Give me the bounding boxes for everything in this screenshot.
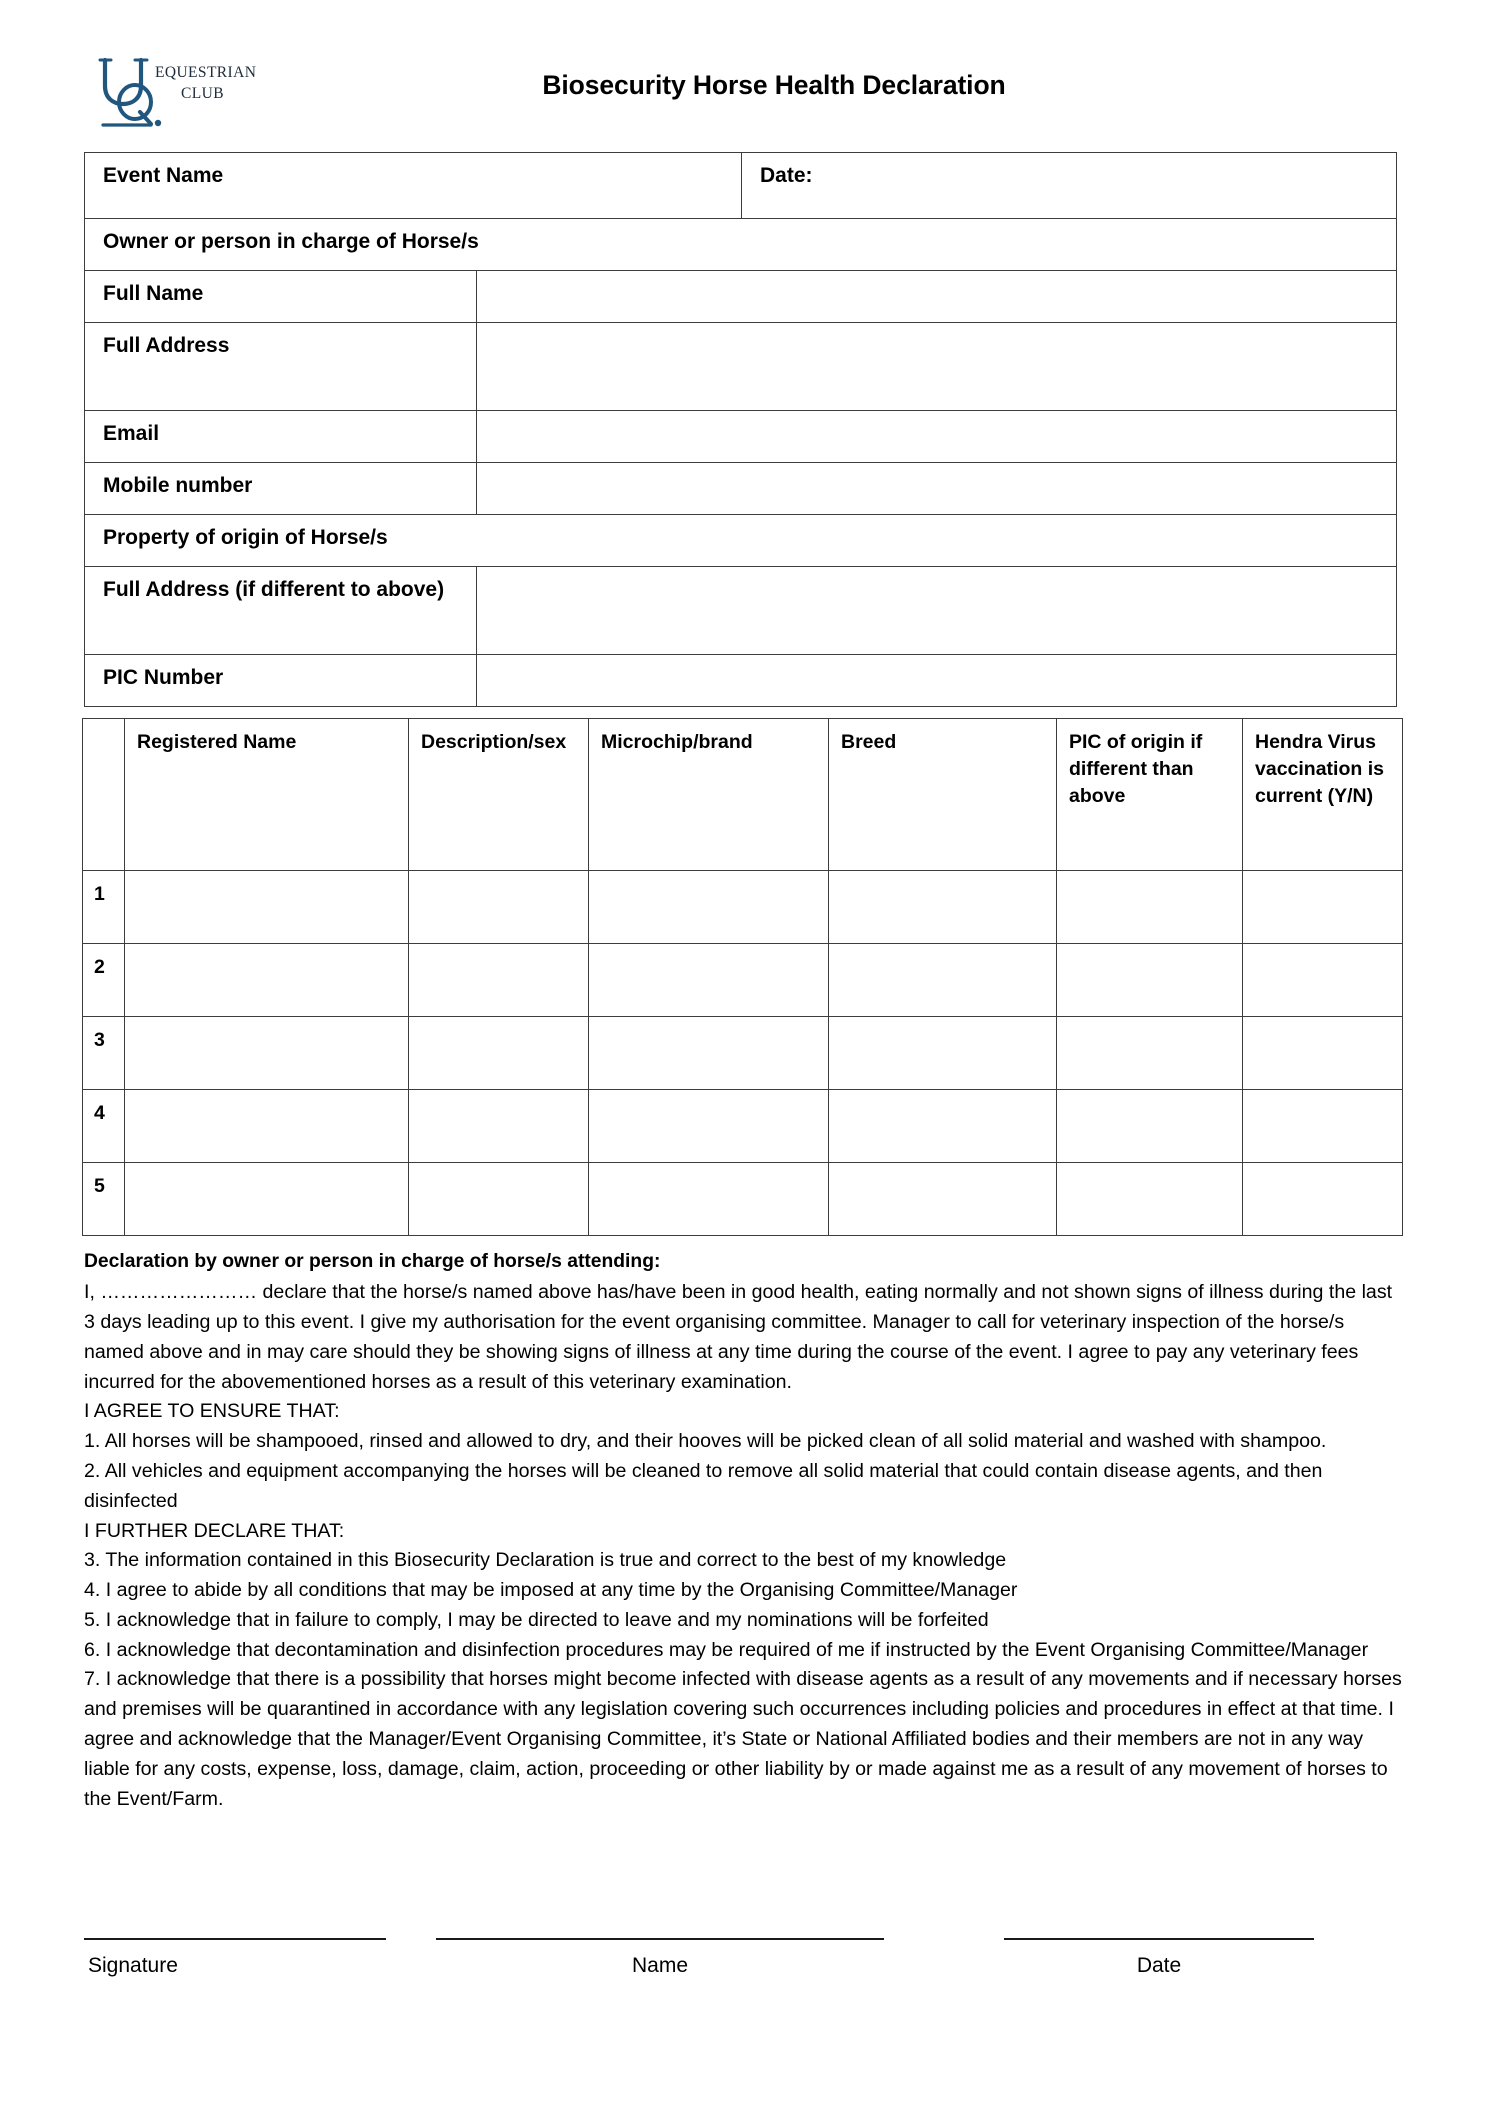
full-address-label: Full Address (85, 323, 477, 411)
table-row-mobile (85, 463, 1397, 515)
cell-registered-name[interactable] (125, 1017, 409, 1090)
cell-pic-of-origin[interactable] (1057, 871, 1243, 944)
cell-microchip-brand[interactable] (589, 944, 829, 1017)
declaration-further-item-6: 6. I acknowledge that decontamination and disinfection procedures may be required of me if instructed by the Event Organising Committee/Manager (84, 1638, 1369, 1661)
event-name-date-cell (477, 153, 1397, 219)
logo-text-equestrian: EQUESTRIAN (155, 64, 257, 81)
logo-text-club: CLUB (181, 85, 224, 102)
column-header-description-sex: Description/sex (409, 719, 589, 871)
declaration-further-item-5: 5. I acknowledge that in failure to comply, I may be directed to leave and my nominations will be forfeited (84, 1608, 989, 1631)
table-row-event (85, 153, 1397, 219)
full-name-input[interactable] (477, 271, 1397, 323)
declaration-agree-heading: I AGREE TO ENSURE THAT: (84, 1400, 340, 1423)
name-label: Name (631, 1954, 689, 1977)
declaration-section (84, 1247, 1402, 1814)
pic-number-input[interactable] (477, 655, 1397, 707)
date-field-group (1004, 1938, 1314, 1978)
table-row-property-section (85, 515, 1397, 567)
pic-number-label: PIC Number (85, 655, 477, 707)
cell-pic-of-origin[interactable] (1057, 1163, 1243, 1236)
date-label: Date: (760, 164, 813, 187)
date-label: Date (1136, 1954, 1182, 1977)
name-field-group (436, 1938, 884, 1978)
table-row-property-address (85, 567, 1397, 655)
cell-hendra[interactable] (1243, 1090, 1403, 1163)
table-row-full-name (85, 271, 1397, 323)
column-header-hendra-vaccination: Hendra Virus vaccination is current (Y/N) (1243, 719, 1403, 871)
property-section-header: Property of origin of Horse/s (85, 515, 1397, 567)
cell-breed[interactable] (829, 871, 1057, 944)
declaration-intro-paragraph: I, …………………… declare that the horse/s named above has/have been in good health, eating normally and not shown signs of illness during the last 3 days leading up to this event. I give my authorisation for the event organising committee. Manager to call for veterinary inspection of the horse/s named above and in may care should they be showing signs of illness at any time during the course of the event. I agree to pay any veterinary fees incurred for the abovementioned horses as a result of this veterinary examination. (84, 1281, 1393, 1393)
row-index: 2 (83, 944, 125, 1017)
declaration-agree-item-1: 1. All horses will be shampooed, rinsed and allowed to dry, and their hooves will be picked clean of all solid material and washed with shampoo. (84, 1430, 1327, 1453)
cell-description-sex[interactable] (409, 871, 589, 944)
email-label: Email (85, 411, 477, 463)
mobile-number-label: Mobile number (85, 463, 477, 515)
mobile-number-input[interactable] (477, 463, 1397, 515)
table-row-owner-section (85, 219, 1397, 271)
cell-breed[interactable] (829, 944, 1057, 1017)
property-address-input[interactable] (477, 567, 1397, 655)
cell-microchip-brand[interactable] (589, 871, 829, 944)
declaration-agree-item-2: 2. All vehicles and equipment accompanying the horses will be cleaned to remove all solid material that could contain disease agents, and then disinfected (84, 1460, 1323, 1512)
cell-hendra[interactable] (1243, 871, 1403, 944)
cell-hendra[interactable] (1243, 944, 1403, 1017)
signature-field-group (84, 1938, 386, 1978)
declaration-further-item-4: 4. I agree to abide by all conditions that may be imposed at any time by the Organising Committee/Manager (84, 1579, 1018, 1602)
cell-microchip-brand[interactable] (589, 1090, 829, 1163)
cell-pic-of-origin[interactable] (1057, 944, 1243, 1017)
table-row-full-address (85, 323, 1397, 411)
horse-details-table (82, 718, 1403, 1236)
table-row (83, 871, 1403, 944)
full-address-input[interactable] (477, 323, 1397, 411)
column-header-pic-of-origin: PIC of origin if different than above (1057, 719, 1243, 871)
cell-microchip-brand[interactable] (589, 1017, 829, 1090)
cell-hendra[interactable] (1243, 1163, 1403, 1236)
row-index: 3 (83, 1017, 125, 1090)
declaration-further-item-7: 7. I acknowledge that there is a possibility that horses might become infected with disease agents as a result of any movements and if necessary horses and premises will be quarantined in accordance with any legislation covering such occurrences including policies and procedures in effect at that time. I agree and acknowledge that the Manager/Event Organising Committee, it’s State or National Affiliated bodies and their members are not in any way liable for any costs, expense, loss, damage, claim, action, proceeding or other liability by or made against me as a result of any movement of horses to the Event/Farm. (84, 1668, 1402, 1810)
cell-microchip-brand[interactable] (589, 1163, 829, 1236)
horse-table-header-row (83, 719, 1403, 871)
column-header-index (83, 719, 125, 871)
page-title: Biosecurity Horse Health Declaration (542, 70, 1006, 100)
full-name-label: Full Name (85, 271, 477, 323)
table-row-pic-number (85, 655, 1397, 707)
declaration-heading: Declaration by owner or person in charge of horse/s attending: (84, 1251, 661, 1272)
cell-description-sex[interactable] (409, 1017, 589, 1090)
table-row (83, 944, 1403, 1017)
row-index: 4 (83, 1090, 125, 1163)
cell-description-sex[interactable] (409, 944, 589, 1017)
table-row (83, 1090, 1403, 1163)
date-rule[interactable] (1004, 1938, 1314, 1940)
column-header-microchip-brand: Microchip/brand (589, 719, 829, 871)
property-address-label: Full Address (if different to above) (85, 567, 477, 655)
column-header-registered-name: Registered Name (125, 719, 409, 871)
cell-pic-of-origin[interactable] (1057, 1090, 1243, 1163)
column-header-breed: Breed (829, 719, 1057, 871)
cell-registered-name[interactable] (125, 1163, 409, 1236)
table-row-email (85, 411, 1397, 463)
document-header (0, 40, 1500, 152)
row-index: 5 (83, 1163, 125, 1236)
row-index: 1 (83, 871, 125, 944)
declaration-further-heading: I FURTHER DECLARE THAT: (84, 1519, 345, 1542)
signature-block (84, 1938, 1414, 2048)
cell-breed[interactable] (829, 1163, 1057, 1236)
cell-hendra[interactable] (1243, 1017, 1403, 1090)
signature-label: Signature (88, 1954, 178, 1977)
cell-breed[interactable] (829, 1017, 1057, 1090)
name-rule[interactable] (436, 1938, 884, 1940)
table-row (83, 1163, 1403, 1236)
cell-description-sex[interactable] (409, 1090, 589, 1163)
event-name-label: Event Name (85, 153, 477, 219)
signature-rule[interactable] (84, 1938, 386, 1940)
cell-registered-name[interactable] (125, 1090, 409, 1163)
email-input[interactable] (477, 411, 1397, 463)
cell-description-sex[interactable] (409, 1163, 589, 1236)
owner-section-header: Owner or person in charge of Horse/s (85, 219, 1397, 271)
declaration-further-item-3: 3. The information contained in this Biosecurity Declaration is true and correct to the best of my knowledge (84, 1549, 1007, 1572)
cell-registered-name[interactable] (125, 944, 409, 1017)
owner-details-table (84, 152, 1397, 707)
table-row (83, 1017, 1403, 1090)
event-name-input[interactable] (477, 153, 742, 218)
cell-breed[interactable] (829, 1090, 1057, 1163)
cell-registered-name[interactable] (125, 871, 409, 944)
cell-pic-of-origin[interactable] (1057, 1017, 1243, 1090)
